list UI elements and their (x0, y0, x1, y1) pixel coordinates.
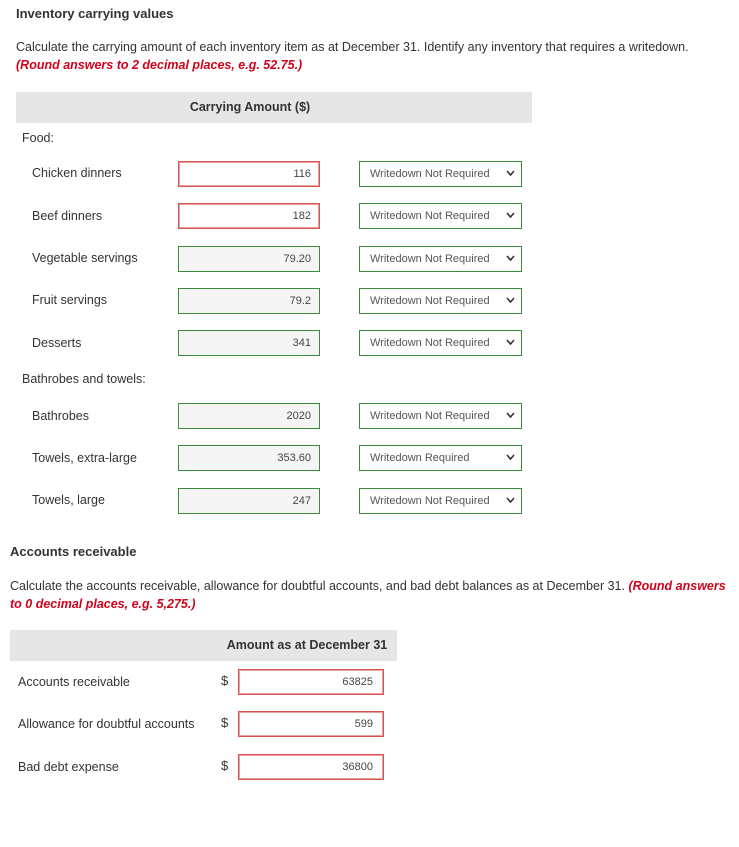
amount-input-accounts-receivable[interactable]: 63825 (238, 669, 384, 695)
writedown-select-value: Writedown Not Required (370, 410, 490, 422)
row-label-chicken-dinners: Chicken dinners (32, 166, 122, 180)
chevron-down-icon (506, 204, 515, 238)
chevron-down-icon (506, 247, 515, 281)
chevron-down-icon (506, 446, 515, 480)
inventory-section-title: Inventory carrying values (16, 6, 174, 21)
carrying-amount-input-towels-large[interactable]: 247 (178, 488, 320, 514)
row-label-beef-dinners: Beef dinners (32, 209, 103, 223)
writedown-select-towels-large[interactable] (359, 488, 522, 514)
amount-input-bad-debt-expense[interactable]: 36800 (238, 754, 384, 780)
writedown-select-chicken-dinners[interactable] (359, 161, 522, 187)
amount-header: Amount as at December 31 (226, 638, 388, 652)
writedown-select-desserts[interactable] (359, 330, 522, 356)
currency-symbol: $ (221, 673, 229, 688)
chevron-down-icon (506, 404, 515, 438)
row-label-towels-extra-large: Towels, extra-large (32, 451, 137, 465)
row-label-bad-debt-expense: Bad debt expense (18, 760, 119, 774)
carrying-amount-input-desserts[interactable]: 341 (178, 330, 320, 356)
writedown-select-value: Writedown Not Required (370, 253, 490, 265)
receivables-rounding-note: (Round answers to 0 decimal places, e.g. 5,275.) (10, 579, 726, 611)
group-label-bathrobes-towels: Bathrobes and towels: (22, 372, 146, 386)
row-label-vegetable-servings: Vegetable servings (32, 251, 138, 265)
row-label-desserts: Desserts (32, 336, 82, 350)
writedown-select-bathrobes[interactable] (359, 403, 522, 429)
writedown-select-value: Writedown Not Required (370, 495, 490, 507)
row-label-allowance-doubtful-accounts: Allowance for doubtful accounts (18, 717, 195, 731)
receivables-instruction-text: Calculate the accounts receivable, allowance for doubtful accounts, and bad debt balances as at December 31. (10, 579, 625, 593)
writedown-select-value: Writedown Required (370, 452, 470, 464)
writedown-select-beef-dinners[interactable] (359, 203, 522, 229)
writedown-select-vegetable-servings[interactable] (359, 246, 522, 272)
writedown-select-value: Writedown Not Required (370, 210, 490, 222)
writedown-select-fruit-servings[interactable] (359, 288, 522, 314)
amount-input-allowance-doubtful-accounts[interactable]: 599 (238, 711, 384, 737)
carrying-amount-input-bathrobes[interactable]: 2020 (178, 403, 320, 429)
chevron-down-icon (506, 489, 515, 523)
row-label-fruit-servings: Fruit servings (32, 293, 108, 307)
receivables-instruction (10, 577, 735, 613)
carrying-amount-header: Carrying Amount ($) (189, 100, 311, 114)
currency-symbol: $ (221, 715, 229, 730)
currency-symbol: $ (221, 758, 229, 773)
carrying-amount-input-vegetable-servings[interactable]: 79.20 (178, 246, 320, 272)
inventory-instruction (16, 38, 726, 74)
carrying-amount-input-towels-extra-large[interactable]: 353.60 (178, 445, 320, 471)
receivables-section-title: Accounts receivable (10, 544, 137, 559)
inventory-rounding-note: (Round answers to 2 decimal places, e.g. 52.75.) (16, 58, 303, 72)
writedown-select-value: Writedown Not Required (370, 295, 490, 307)
writedown-select-value: Writedown Not Required (370, 168, 490, 180)
carrying-amount-input-beef-dinners[interactable]: 182 (178, 203, 320, 229)
chevron-down-icon (506, 162, 515, 196)
group-label-food: Food: (22, 131, 54, 145)
carrying-amount-input-chicken-dinners[interactable]: 116 (178, 161, 320, 187)
row-label-bathrobes: Bathrobes (32, 409, 89, 423)
writedown-select-towels-extra-large[interactable] (359, 445, 522, 471)
row-label-accounts-receivable: Accounts receivable (18, 675, 130, 689)
row-label-towels-large: Towels, large (32, 493, 105, 507)
chevron-down-icon (506, 331, 515, 365)
inventory-instruction-text: Calculate the carrying amount of each inventory item as at December 31. Identify any inventory that requires a writedown. (16, 40, 689, 54)
carrying-amount-input-fruit-servings[interactable]: 79.2 (178, 288, 320, 314)
chevron-down-icon (506, 289, 515, 323)
writedown-select-value: Writedown Not Required (370, 337, 490, 349)
